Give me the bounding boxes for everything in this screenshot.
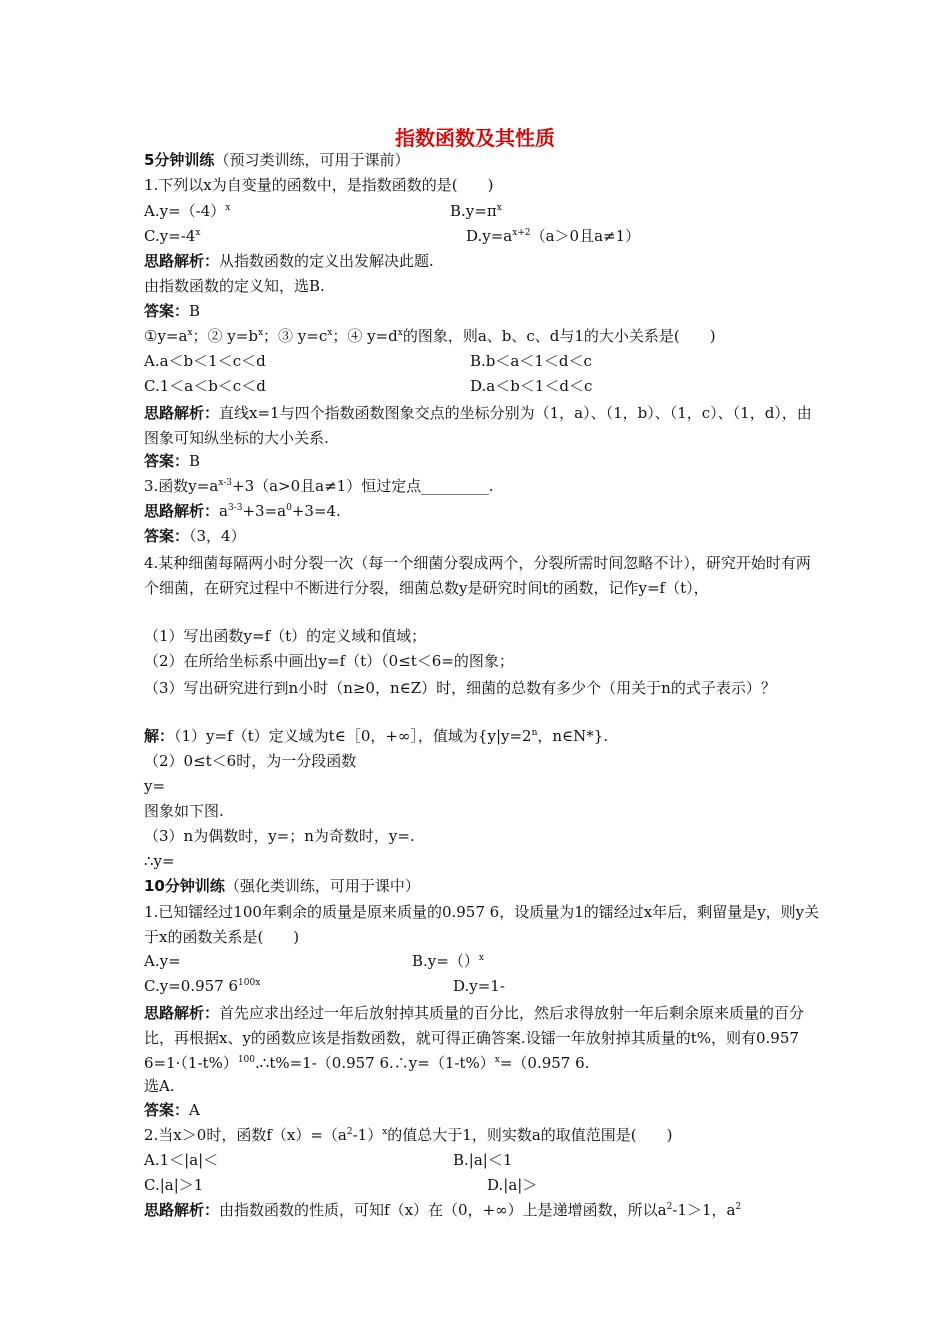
question-part: （1）写出函数y=f（t）的定义域和值域； [144, 627, 427, 645]
option-row [144, 351, 820, 371]
analysis: 思路解析：$a^{3-3}+3=a^0+3=4$. [144, 502, 341, 520]
section-title: 10分钟训练 [144, 877, 225, 895]
option-row [144, 1150, 820, 1170]
analysis: 思路解析：从指数函数的定义出发解决此题. [144, 252, 434, 270]
option-c: C.y=0.957 $6^{100x}$ [144, 977, 261, 995]
section-header [144, 876, 820, 896]
answer: 答案：（3，4） [144, 527, 246, 545]
solution-line: 图象如下图. [144, 802, 224, 820]
section-title: 5分钟训练 [144, 151, 215, 169]
question-part: （3）写出研究进行到n小时（n≥0，n∈Z）时，细菌的总数有多少个（用关于n的式子表示）？ [144, 679, 776, 697]
question-stem: 2.当x＞0时，函数$f(x)=(a^2-1)^x$的值总大于1，则实数a的取值范围是( ) [144, 1126, 673, 1144]
analysis: 思路解析：直线x=1与四个指数函数图象交点的坐标分别为（1，a）、（1，b）、（1，c）、（1，d），由图象可知纵坐标的大小关系. [144, 404, 812, 447]
option-a: $A.y=(-4)^x$ [144, 202, 231, 220]
solution: 解：（1）y=f（t）定义域为t∈［0，+∞］，值域为{$y|y=2^n$，n∈N*}. [144, 727, 609, 745]
option-c: C.|a|＞1 [144, 1176, 204, 1194]
question-stem: 3.函数$y=a^{x-3}+3(a>0$且a≠1）恒过定点_________. [144, 477, 494, 495]
analysis-text: 由指数函数的定义知，选B. [144, 277, 325, 295]
option-b: B.|a|＜1 [453, 1151, 513, 1169]
solution-line: ∴y= [144, 852, 175, 870]
question-stem: 1.下列以x为自变量的函数中，是指数函数的是( ) [144, 176, 494, 194]
question-part: （2）在所给坐标系中画出y=f（t）（0≤t＜6=的图象； [144, 652, 514, 670]
option-a: A.y= [144, 952, 181, 970]
section-note: （预习类训练，可用于课前） [214, 151, 410, 169]
option-b: $B.y=\pi^x$ [450, 202, 502, 220]
option-row [144, 376, 820, 396]
section-note: （强化类训练，可用于课中） [224, 877, 420, 895]
answer: 答案：A [144, 1101, 200, 1119]
solution-line: y= [144, 777, 166, 795]
option-row [144, 201, 820, 221]
option-d: D.a＜b＜1＜d＜c [470, 377, 593, 395]
option-b: B.y=（）$^x$ [412, 952, 484, 970]
option-row [144, 226, 820, 246]
option-c: $C.y=-4^x$ [144, 227, 201, 245]
question-stem: 1.已知镭经过100年剩余的质量是原来质量的0.957 6，设质量为1的镭经过x年后，剩留量是y，则y关于x的函数关系是( ) [144, 903, 820, 946]
option-d: D.y=1- [453, 977, 505, 995]
question-stem: 4.某种细菌每隔两小时分裂一次（每一个细菌分裂成两个，分裂所需时间忽略不计），研究开始时有两个细菌，在研究过程中不断进行分裂，细菌总数y是研究时间t的函数，记作y=f（t）， [144, 554, 811, 597]
answer: 答案：B [144, 452, 201, 470]
solution-line: （3）n为偶数时，y=；n为奇数时，y=. [144, 827, 415, 845]
option-row [144, 951, 820, 971]
analysis: 思路解析：首先应求出经过一年后放射掉其质量的百分比，然后求得放射一年后剩余原来质量的百分比，再根据x、y的函数应该是指数函数，就可得正确答案.设镭一年放射掉其质量的t%，则有0.957 $6=1\cdot(1-t\%)^{100}.\therefore t\%=1-(0.957$ $6.\therefore y=(1-t\%)^x=(0.957$ 6. [144, 1004, 805, 1072]
solution-line: （2）0≤t＜6时，为一分段函数 [144, 752, 357, 770]
analysis-text: 选A. [144, 1077, 175, 1095]
option-d: $D.y=a^{x+2}(a>0$且a≠1） [466, 227, 641, 245]
question-stem: $①y=a^x$；② $y=b^x$；③ $y=c^x$；④ $y=d^x$的图象，则a、b、c、d与1的大小关系是( ) [144, 327, 716, 345]
analysis: 思路解析：由指数函数的性质，可知f（x）在（0，+∞）上是递增函数，所以$a^2-1>1$，$a^2$ [144, 1201, 742, 1219]
option-row [144, 1175, 820, 1195]
page-title: 指数函数及其性质 [395, 126, 555, 150]
section-header [144, 150, 820, 170]
option-a: A.1＜|a|＜ [144, 1151, 219, 1169]
option-c: C.1＜a＜b＜c＜d [144, 377, 266, 395]
option-b: B.b＜a＜1＜d＜c [470, 352, 592, 370]
option-d: D.|a|＞ [487, 1176, 538, 1194]
option-a: A.a＜b＜1＜c＜d [144, 352, 266, 370]
option-row [144, 976, 820, 996]
answer: 答案：B [144, 302, 201, 320]
